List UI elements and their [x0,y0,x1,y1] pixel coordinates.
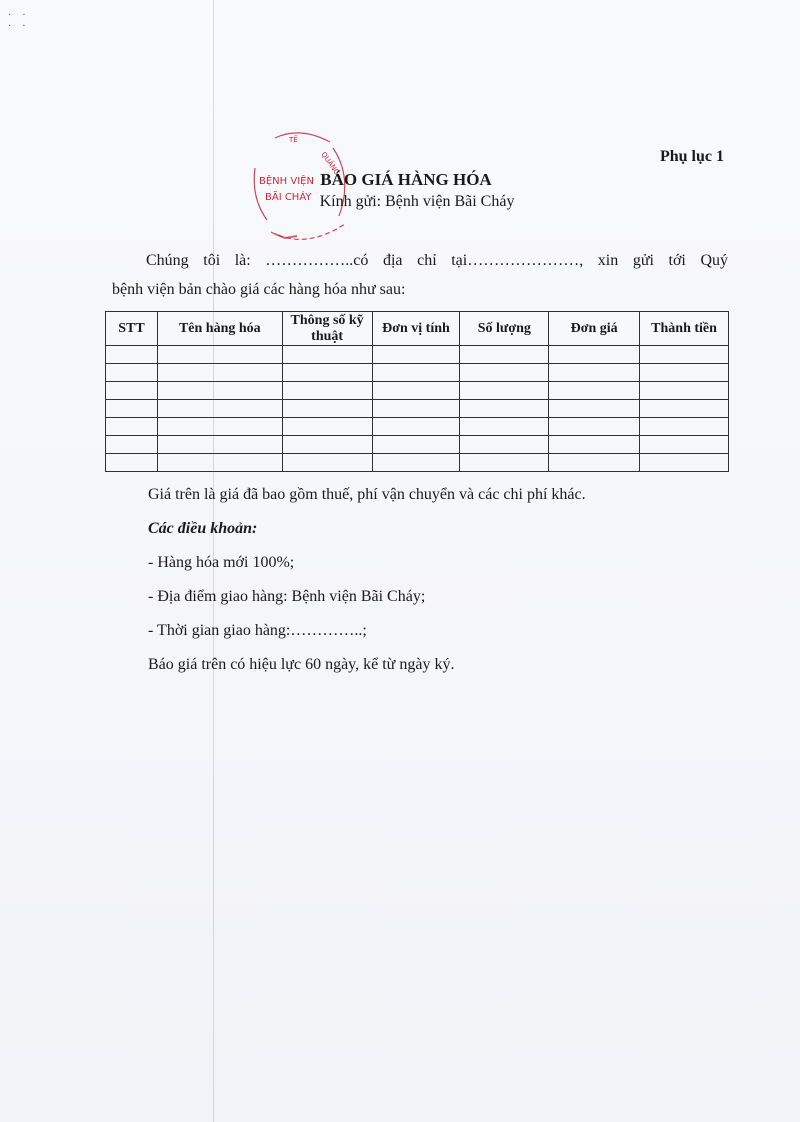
table-cell [282,454,372,472]
table-cell [282,436,372,454]
term-item: - Hàng hóa mới 100%; [148,554,295,571]
table-cell [549,436,640,454]
table-row [106,346,729,364]
table-cell [549,364,640,382]
table-cell [460,436,549,454]
table-cell [157,454,282,472]
price-note: Giá trên là giá đã bao gồm thuế, phí vận chuyển và các chi phí khác. [148,486,586,503]
table-row [106,454,729,472]
table-cell [640,418,729,436]
table-row [106,418,729,436]
table-cell [106,346,158,364]
stamp-text-hospital: BỆNH VIỆN [259,176,314,187]
table-cell [640,382,729,400]
document-title: BÁO GIÁ HÀNG HÓA [320,170,492,189]
table-cell [460,382,549,400]
table-cell [549,346,640,364]
table-row [106,382,729,400]
table-cell [106,436,158,454]
table-cell [106,454,158,472]
table-cell [157,382,282,400]
table-cell [282,418,372,436]
stamp-text-province: QUẢNG [319,150,341,177]
table-cell [157,364,282,382]
table-cell [460,454,549,472]
table-cell [106,418,158,436]
table-cell [282,400,372,418]
table-cell [157,418,282,436]
table-cell [460,418,549,436]
table-cell [372,400,460,418]
table-cell [640,454,729,472]
table-cell [282,382,372,400]
table-cell [372,346,460,364]
table-cell [549,454,640,472]
term-item: - Thời gian giao hàng:…………..; [148,622,367,639]
terms-section [148,485,738,689]
term-item: - Địa điểm giao hàng: Bệnh viện Bãi Cháy; [148,588,426,605]
table-cell [372,436,460,454]
column-header: Đơn giá [549,312,640,346]
appendix-label: Phụ lục 1 [659,148,724,165]
column-header: Đơn vị tính [372,312,460,346]
table-cell [640,346,729,364]
column-header: STT [106,312,158,346]
intro-line-2: bệnh viện bản chào giá các hàng hóa như sau: [112,281,406,298]
stamp-text-place: BÃI CHÁY [265,192,312,203]
table-cell [282,346,372,364]
table-cell [157,436,282,454]
table-cell [157,400,282,418]
table-row [106,436,729,454]
table-cell [282,364,372,382]
table-cell [106,364,158,382]
quotation-table [105,311,729,472]
column-header: Số lượng [460,312,549,346]
table-header-row [106,312,729,346]
table-cell [640,400,729,418]
table-cell [372,418,460,436]
table-cell [372,364,460,382]
table-row [106,400,729,418]
table-cell [640,364,729,382]
greeting-line: Kính gửi: Bệnh viện Bãi Cháy [319,193,515,210]
stamp-text-top: TẾ [289,136,298,144]
column-header: Thông số kỹ thuật [282,312,372,346]
table-cell [106,382,158,400]
table-cell [460,346,549,364]
table-body [106,346,729,472]
column-header: Thành tiền [640,312,729,346]
table-cell [157,346,282,364]
scan-specks: · · · · [8,10,30,32]
table-row [106,364,729,382]
terms-heading: Các điều khoản: [148,520,258,537]
table-cell [460,400,549,418]
table-cell [460,364,549,382]
validity-note: Báo giá trên có hiệu lực 60 ngày, kể từ ngày ký. [148,656,455,673]
table-cell [549,382,640,400]
intro-line-1: Chúng tôi là: ……………..có địa chỉ tại…………………, xin gửi tới Quý [146,252,728,269]
table-cell [549,418,640,436]
column-header: Tên hàng hóa [157,312,282,346]
table-cell [372,454,460,472]
table-cell [549,400,640,418]
intro-paragraph [112,246,728,304]
table-cell [640,436,729,454]
table-cell [372,382,460,400]
table-cell [106,400,158,418]
